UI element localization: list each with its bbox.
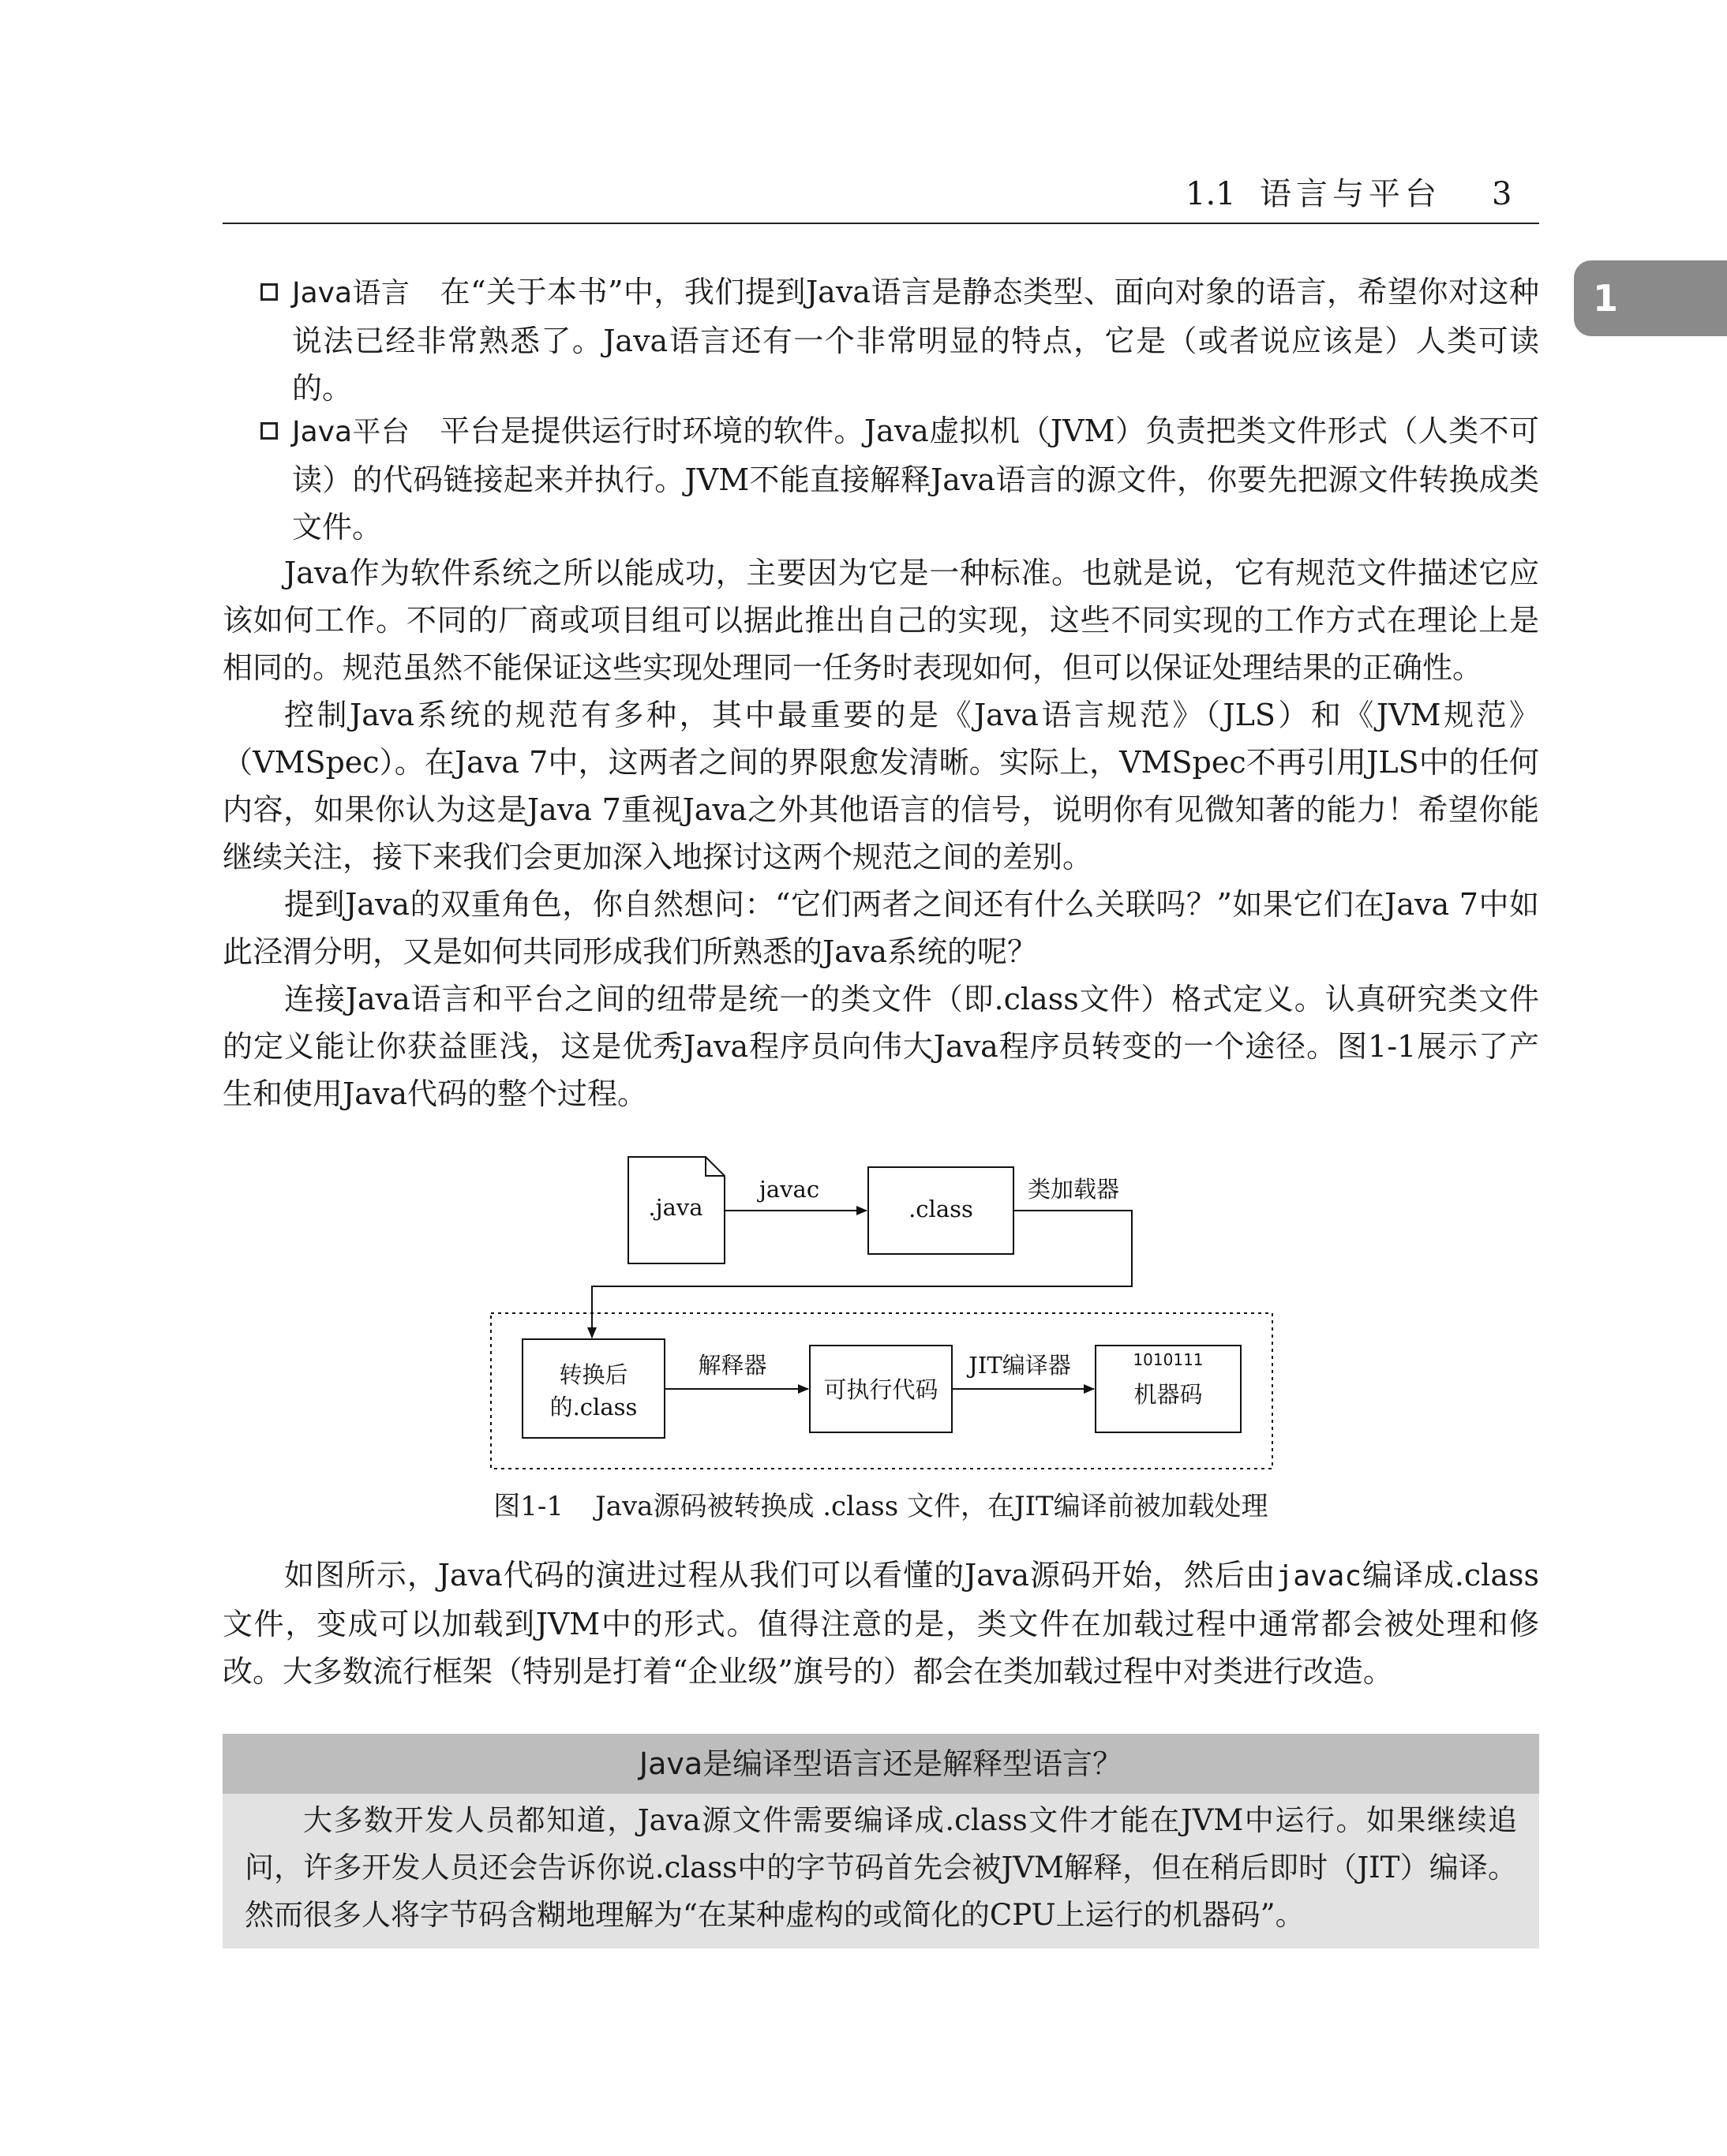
sidebar-body	[223, 1794, 1539, 1948]
header-section-number: 1.1	[1186, 176, 1236, 212]
evolution-text-part2: 编译成.class文件，变成可以加载到JVM中的形式。值得注意的是，类文件在加载过程中通常都会被处理和修改。大多数流行框架（特别是打着“企业级”旗号的）都会在类加载过程中对类进行改造。	[223, 1558, 1539, 1689]
sidebar-paragraph: 大多数开发人员都知道，Java源文件需要编译成.class文件才能在JVM中运行。如果继续追问，许多开发人员还会告诉你说.class中的字节码首先会被JVM解释，但在稍后即时（JIT）编译。然而很多人将字节码含糊地理解为“在某种虚构的或简化的CPU上运行的机器码”。	[245, 1803, 1517, 1932]
caption-text: Java源码被转换成 .class 文件，在JIT编译前被加载处理	[595, 1491, 1268, 1522]
class-file-label: .class	[908, 1196, 973, 1222]
transformed-class-line2: 的.class	[549, 1394, 638, 1420]
figure-diagram	[474, 1144, 1302, 1476]
javac-code: javac	[1276, 1560, 1362, 1593]
interpreter-label: 解释器	[698, 1352, 767, 1379]
paragraph-evolution	[223, 1551, 1539, 1695]
bullet-text: 在“关于本书”中，我们提到Java语言是静态类型、面向对象的语言，希望你对这种说法已经非常熟悉了。Java语言还有一个非常明显的特点，它是（或者说应该是）人类可读的。	[292, 275, 1540, 406]
paragraph-dual-role: 提到Java的双重角色，你自然想问：“它们两者之间还有什么关联吗？”如果它们在Java 7中如此泾渭分明，又是如何共同形成我们所熟悉的Java系统的呢？	[223, 887, 1539, 969]
transformed-class-box	[523, 1339, 665, 1438]
bullet-lead: Java平台	[292, 416, 410, 448]
figure-caption	[223, 1488, 1539, 1525]
jit-label: JIT编译器	[968, 1352, 1071, 1379]
paragraph-class-format: 连接Java语言和平台之间的纽带是统一的类文件（即.class文件）格式定义。认真研究类文件的定义能让你获益匪浅，这是优秀Java程序员向伟大Java程序员转变的一个途径。图1-1展示了产生和使用Java代码的整个过程。	[223, 982, 1539, 1111]
machine-code-label: 机器码	[1133, 1381, 1203, 1408]
transformed-class-line1: 转换后	[559, 1361, 628, 1388]
chapter-tab: 1	[1574, 260, 1727, 336]
caption-number: 图1-1	[493, 1491, 564, 1522]
sidebar-title: Java是编译型语言还是解释型语言？	[223, 1734, 1539, 1794]
checkbox-square-icon	[260, 422, 278, 440]
bullet-lead: Java语言	[292, 277, 410, 309]
paragraph-specs: 控制Java系统的规范有多种，其中最重要的是《Java语言规范》（JLS）和《JVM规范》（VMSpec）。在Java 7中，这两者之间的界限愈发清晰。实际上，VMSpec不再引用JLS中的任何内容，如果你认为这是Java 7重视Java之外其他语言的信号，说明你有见微知著的能力！希望你能继续关注，接下来我们会更加深入地探讨这两个规范之间的差别。	[223, 698, 1539, 874]
bullet-text: 平台是提供运行时环境的软件。Java虚拟机（JVM）负责把类文件形式（人类不可读）的代码链接起来并执行。JVM不能直接解释Java语言的源文件，你要先把源文件转换成类文件。	[292, 414, 1539, 545]
java-file-label: .java	[648, 1194, 703, 1221]
header-rule	[223, 223, 1539, 224]
bullet-java-language	[292, 268, 1539, 412]
checkbox-square-icon	[260, 283, 278, 301]
classloader-label: 类加载器	[1027, 1176, 1120, 1203]
bullet-java-platform	[292, 407, 1539, 551]
header-section-title: 语言与平台	[1260, 176, 1441, 212]
paragraph-standard: Java作为软件系统之所以能成功，主要因为它是一种标准。也就是说，它有规范文件描述它应该如何工作。不同的厂商或项目组可以据此推出自己的实现，这些不同实现的工作方式在理论上是相同的。规范虽然不能保证这些实现处理同一任务时表现如何，但可以保证处理结果的正确性。	[223, 556, 1539, 685]
evolution-text-part1: 如图所示，Java代码的演进过程从我们可以看懂的Java源码开始，然后由	[284, 1558, 1276, 1593]
header-page-number: 3	[1492, 176, 1512, 212]
machine-bits-label: 1010111	[1133, 1350, 1204, 1369]
executable-code-label: 可执行代码	[823, 1376, 938, 1403]
javac-label: javac	[759, 1176, 820, 1203]
